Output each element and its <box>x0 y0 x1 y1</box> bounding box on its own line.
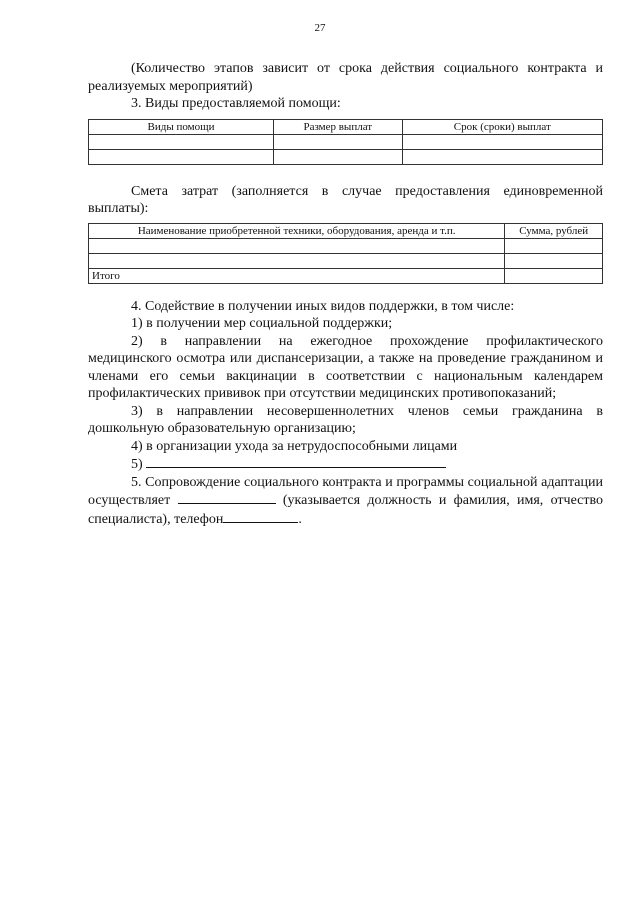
header-cell: Сумма, рублей <box>505 223 603 238</box>
support-item-3: 3) в направлении несовершеннолетних членов семьи гражданина в дошкольную образовательную организацию; <box>88 403 603 436</box>
item-5-blank-line <box>146 455 446 468</box>
table-header-row <box>89 119 603 134</box>
table-cell <box>402 149 602 164</box>
total-value <box>505 268 603 283</box>
total-label: Итого <box>89 268 505 283</box>
specialist-blank-line <box>178 491 276 504</box>
table-cell <box>89 149 274 164</box>
support-item-4: 4) в организации ухода за нетрудоспособными лицами <box>131 438 458 454</box>
header-cell: Срок (сроки) выплат <box>402 119 602 134</box>
support-item-1: 1) в получении мер социальной поддержки; <box>131 316 393 331</box>
table-cell <box>505 238 603 253</box>
section-5-end: . <box>298 511 302 527</box>
table-cell <box>402 134 602 149</box>
table-cell <box>274 149 403 164</box>
item-5-label: 5) <box>131 457 143 472</box>
table-cell <box>505 253 603 268</box>
section-5-text-2: (указывается должность и фамилия, имя, отчество специалиста), телефон <box>88 493 604 527</box>
aid-types-table <box>88 119 603 165</box>
table-row <box>89 253 603 268</box>
phone-blank-line <box>223 510 298 523</box>
page-number: 27 <box>314 22 326 34</box>
intro-paragraph: (Количество этапов зависит от срока действия социального контракта и реализуемых мероприятий) <box>88 61 603 94</box>
total-row <box>89 268 603 283</box>
section-4-heading: 4. Содействие в получении иных видов поддержки, в том числе: <box>131 298 515 314</box>
table-row <box>89 238 603 253</box>
estimate-paragraph: Смета затрат (заполняется в случае предоставления единовременной выплаты): <box>88 183 603 216</box>
table-cell <box>89 253 505 268</box>
table-row <box>89 149 603 164</box>
header-cell: Виды помощи <box>89 119 274 134</box>
section-5-text-1: 5. Сопровождение социального контракта и программы социальной адаптации осуществляет <box>88 474 603 508</box>
table-cell <box>89 134 274 149</box>
support-item-5 <box>88 455 603 474</box>
table-cell <box>274 134 403 149</box>
table-row <box>89 134 603 149</box>
support-item-2: 2) в направлении на ежегодное прохождение профилактического медицинского осмотра или диспансеризации, а также на проведение гражданином и членами его семьи вакцинации в соответствии с национальным календарем профилактических прививок при отсутствии медицинских противопоказаний; <box>88 333 603 401</box>
document-body <box>88 60 603 528</box>
cost-estimate-table <box>88 223 603 284</box>
header-cell: Размер выплат <box>274 119 403 134</box>
section-5-paragraph <box>88 474 603 529</box>
header-cell: Наименование приобретенной техники, оборудования, аренда и т.п. <box>89 223 505 238</box>
table-cell <box>89 238 505 253</box>
section-3-heading: 3. Виды предоставляемой помощи: <box>131 96 341 111</box>
table-header-row <box>89 223 603 238</box>
